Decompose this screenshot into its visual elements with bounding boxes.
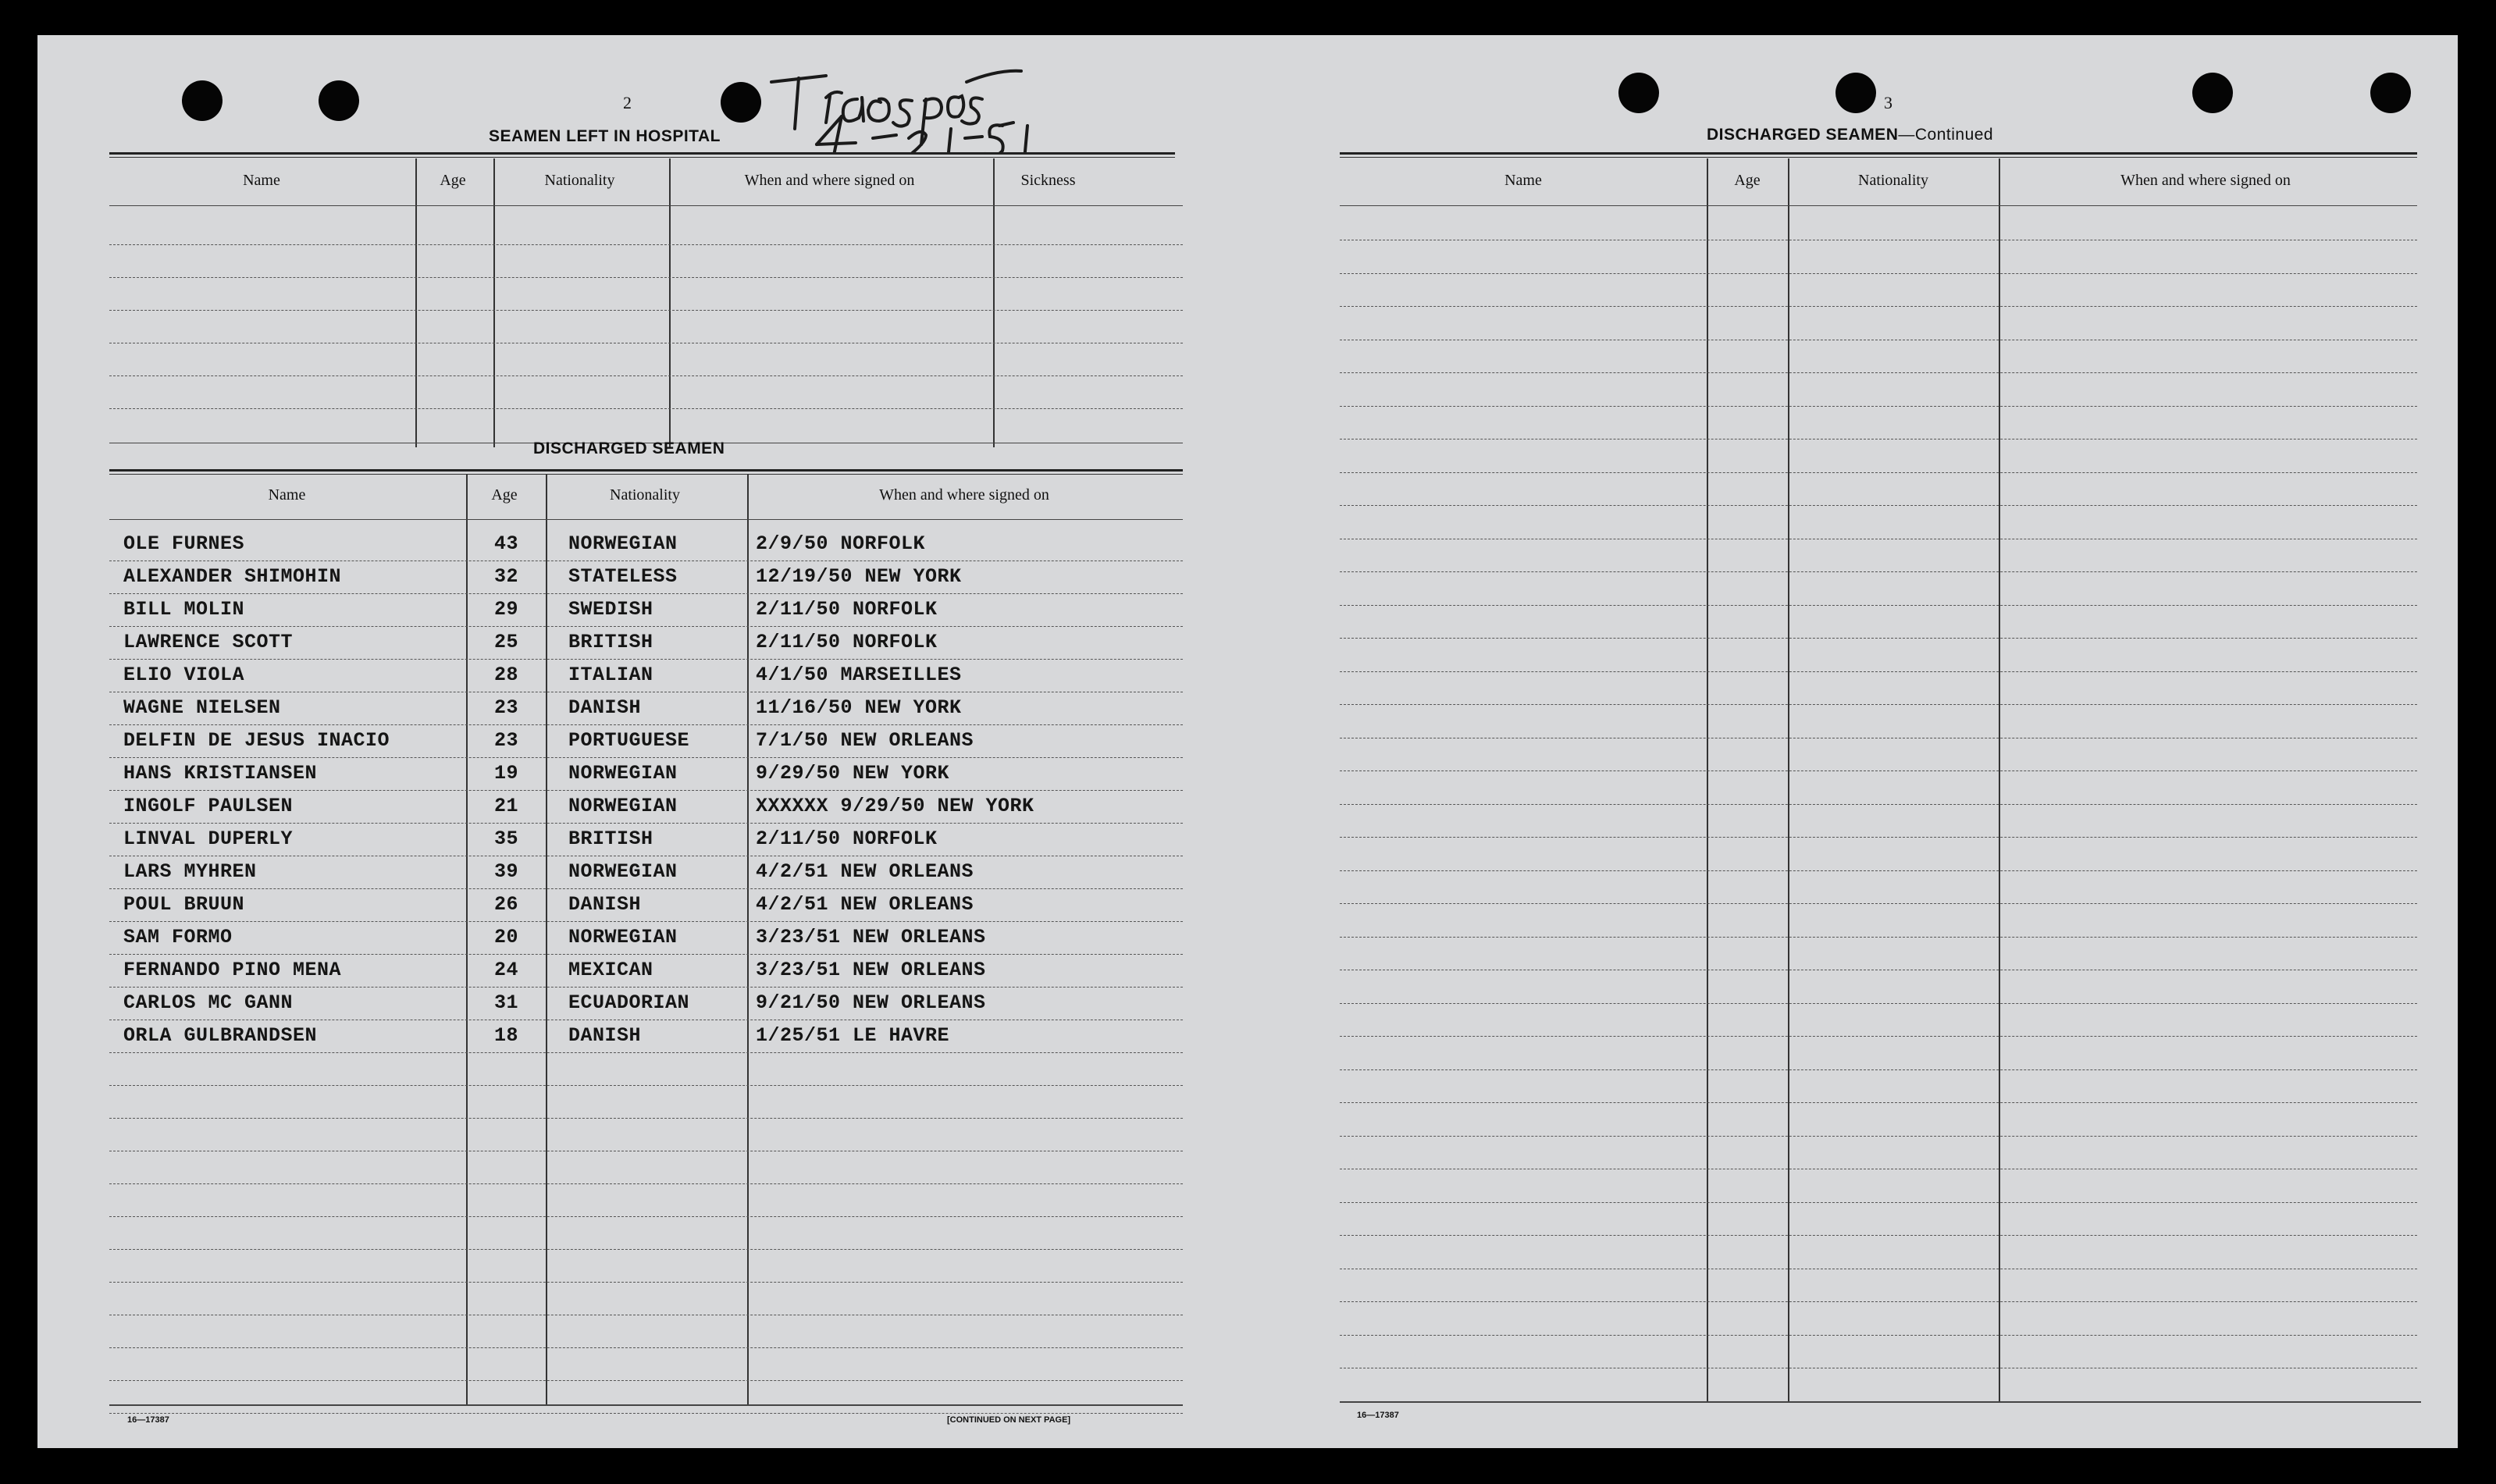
table-row bbox=[1340, 1003, 2417, 1004]
seaman-name: SAM FORMO bbox=[123, 926, 233, 948]
table-row bbox=[1340, 1136, 2417, 1137]
seaman-nationality: NORWEGIAN bbox=[568, 860, 678, 883]
form-number: 16—17387 bbox=[1357, 1411, 1399, 1420]
table-row bbox=[109, 724, 1183, 725]
seaman-nationality: MEXICAN bbox=[568, 959, 653, 981]
seaman-nationality: SWEDISH bbox=[568, 598, 653, 621]
seaman-age: 19 bbox=[494, 762, 519, 785]
table-row bbox=[1340, 472, 2417, 473]
table-row bbox=[109, 1118, 1183, 1119]
table-row bbox=[1340, 1069, 2417, 1070]
column-divider bbox=[669, 158, 671, 447]
seaman-age: 21 bbox=[494, 795, 519, 817]
table-row bbox=[1340, 1102, 2417, 1103]
table-row bbox=[1340, 770, 2417, 771]
seaman-signed-on: 4/2/51 NEW ORLEANS bbox=[756, 860, 974, 883]
seaman-age: 39 bbox=[494, 860, 519, 883]
table-row bbox=[1340, 903, 2417, 904]
seaman-age: 23 bbox=[494, 729, 519, 752]
table-row bbox=[1340, 273, 2417, 274]
table-row bbox=[109, 921, 1183, 922]
col-header-nationality: Nationality bbox=[544, 172, 615, 189]
punch-hole bbox=[2370, 73, 2411, 113]
document-spread bbox=[37, 35, 2458, 1448]
seaman-signed-on: 4/2/51 NEW ORLEANS bbox=[756, 893, 974, 916]
seaman-name: CARLOS MC GANN bbox=[123, 991, 294, 1014]
punch-hole bbox=[2192, 73, 2233, 113]
table-row bbox=[109, 757, 1183, 758]
table-row bbox=[1340, 804, 2417, 805]
seaman-nationality: BRITISH bbox=[568, 631, 653, 653]
table-bottom-rule bbox=[1340, 1401, 2421, 1403]
col-header-nationality: Nationality bbox=[610, 486, 680, 504]
table-row bbox=[1340, 704, 2417, 705]
seaman-nationality: NORWEGIAN bbox=[568, 532, 678, 555]
column-divider bbox=[1788, 158, 1789, 1401]
table-row bbox=[1340, 406, 2417, 407]
table-row bbox=[109, 310, 1183, 311]
column-divider bbox=[466, 474, 468, 1404]
table-row bbox=[109, 1183, 1183, 1184]
col-header-age: Age bbox=[440, 172, 466, 189]
seaman-signed-on: 3/23/51 NEW ORLEANS bbox=[756, 959, 986, 981]
header-rule bbox=[109, 205, 1183, 206]
seaman-name: INGOLF PAULSEN bbox=[123, 795, 294, 817]
punch-hole bbox=[1836, 73, 1876, 113]
table-row bbox=[1340, 605, 2417, 606]
table-row bbox=[1340, 870, 2417, 871]
table-row bbox=[109, 1380, 1183, 1381]
punch-hole bbox=[319, 80, 359, 121]
seaman-signed-on: 11/16/50 NEW YORK bbox=[756, 696, 962, 719]
col-header-when-where: When and where signed on bbox=[879, 486, 1049, 504]
seaman-age: 18 bbox=[494, 1024, 519, 1047]
column-divider bbox=[1707, 158, 1708, 1401]
seaman-nationality: NORWEGIAN bbox=[568, 795, 678, 817]
seaman-age: 26 bbox=[494, 893, 519, 916]
table-row bbox=[109, 593, 1183, 594]
seaman-nationality: DANISH bbox=[568, 1024, 642, 1047]
header-rule bbox=[1340, 205, 2417, 206]
seaman-age: 32 bbox=[494, 565, 519, 588]
form-number: 16—17387 bbox=[127, 1415, 169, 1425]
seaman-name: LAWRENCE SCOTT bbox=[123, 631, 294, 653]
table-row bbox=[1340, 1202, 2417, 1203]
col-header-when-where: When and where signed on bbox=[2120, 172, 2291, 189]
table-row bbox=[109, 1216, 1183, 1217]
table-row bbox=[1340, 1301, 2417, 1302]
seaman-signed-on: 7/1/50 NEW ORLEANS bbox=[756, 729, 974, 752]
table-bottom-rule bbox=[109, 1404, 1183, 1406]
page-number: 2 bbox=[623, 93, 632, 112]
seaman-name: OLE FURNES bbox=[123, 532, 245, 555]
table-row bbox=[109, 954, 1183, 955]
table-row bbox=[1340, 1335, 2417, 1336]
table-row bbox=[109, 1282, 1183, 1283]
seaman-name: LINVAL DUPERLY bbox=[123, 827, 294, 850]
col-header-sickness: Sickness bbox=[1020, 172, 1076, 189]
handwritten-annotation bbox=[725, 51, 1052, 152]
seaman-nationality: BRITISH bbox=[568, 827, 653, 850]
table-row bbox=[1340, 571, 2417, 572]
column-divider bbox=[1999, 158, 2000, 1401]
table-row bbox=[1340, 439, 2417, 440]
table-row bbox=[109, 1347, 1183, 1348]
col-header-age: Age bbox=[1734, 172, 1761, 189]
seaman-age: 35 bbox=[494, 827, 519, 850]
seaman-age: 25 bbox=[494, 631, 519, 653]
col-header-age: Age bbox=[491, 486, 518, 504]
table-row bbox=[109, 888, 1183, 889]
seaman-age: 43 bbox=[494, 532, 519, 555]
seaman-age: 20 bbox=[494, 926, 519, 948]
table-row bbox=[1340, 1036, 2417, 1037]
left-page bbox=[37, 35, 1244, 1448]
table-row bbox=[1340, 372, 2417, 373]
table-row bbox=[1340, 837, 2417, 838]
seaman-nationality: DANISH bbox=[568, 696, 642, 719]
seaman-signed-on: 2/9/50 NORFOLK bbox=[756, 532, 926, 555]
column-divider bbox=[993, 158, 995, 447]
discharged-section-title: DISCHARGED SEAMEN bbox=[533, 440, 725, 457]
seaman-signed-on: 2/11/50 NORFOLK bbox=[756, 631, 938, 653]
table-row bbox=[109, 659, 1183, 660]
table-row bbox=[109, 987, 1183, 988]
table-row bbox=[109, 790, 1183, 791]
column-divider bbox=[546, 474, 547, 1404]
table-row bbox=[1340, 638, 2417, 639]
seaman-age: 23 bbox=[494, 696, 519, 719]
seaman-name: DELFIN DE JESUS INACIO bbox=[123, 729, 390, 752]
seaman-signed-on: 3/23/51 NEW ORLEANS bbox=[756, 926, 986, 948]
col-header-when-where: When and where signed on bbox=[744, 172, 915, 189]
table-row bbox=[109, 823, 1183, 824]
seaman-signed-on: 1/25/51 LE HAVRE bbox=[756, 1024, 950, 1047]
table-row bbox=[1340, 671, 2417, 672]
seaman-name: BILL MOLIN bbox=[123, 598, 245, 621]
seaman-signed-on: 2/11/50 NORFOLK bbox=[756, 598, 938, 621]
table-row bbox=[109, 277, 1183, 278]
seaman-nationality: NORWEGIAN bbox=[568, 926, 678, 948]
table-row bbox=[109, 1085, 1183, 1086]
table-row bbox=[1340, 505, 2417, 506]
seaman-nationality: STATELESS bbox=[568, 565, 678, 588]
col-header-name: Name bbox=[1504, 172, 1542, 189]
col-header-nationality: Nationality bbox=[1858, 172, 1928, 189]
discharged-continued-title bbox=[1707, 126, 1993, 144]
table-row bbox=[109, 244, 1183, 245]
table-row bbox=[1340, 1235, 2417, 1236]
seaman-nationality: NORWEGIAN bbox=[568, 762, 678, 785]
page-number: 3 bbox=[1884, 93, 1892, 112]
seaman-name: ORLA GULBRANDSEN bbox=[123, 1024, 318, 1047]
column-divider bbox=[747, 474, 749, 1404]
seaman-signed-on: XXXXXX 9/29/50 NEW YORK bbox=[756, 795, 1034, 817]
seaman-name: POUL BRUUN bbox=[123, 893, 245, 916]
seaman-name: FERNANDO PINO MENA bbox=[123, 959, 342, 981]
seaman-age: 29 bbox=[494, 598, 519, 621]
right-page bbox=[1244, 35, 2458, 1448]
seaman-age: 24 bbox=[494, 959, 519, 981]
seaman-name: ELIO VIOLA bbox=[123, 664, 245, 686]
table-row bbox=[109, 1413, 1183, 1414]
col-header-name: Name bbox=[268, 486, 306, 504]
table-row bbox=[109, 408, 1183, 409]
table-row bbox=[1340, 937, 2417, 938]
seaman-signed-on: 12/19/50 NEW YORK bbox=[756, 565, 962, 588]
seaman-signed-on: 4/1/50 MARSEILLES bbox=[756, 664, 962, 686]
seaman-age: 31 bbox=[494, 991, 519, 1014]
table-row bbox=[109, 1249, 1183, 1250]
hospital-section-title: SEAMEN LEFT IN HOSPITAL bbox=[489, 127, 721, 145]
title-main: DISCHARGED SEAMEN bbox=[1707, 126, 1899, 144]
column-divider bbox=[493, 158, 495, 447]
continued-note: [CONTINUED ON NEXT PAGE] bbox=[947, 1415, 1071, 1425]
seaman-signed-on: 9/29/50 NEW YORK bbox=[756, 762, 950, 785]
seaman-signed-on: 9/21/50 NEW ORLEANS bbox=[756, 991, 986, 1014]
punch-hole bbox=[182, 80, 223, 121]
seaman-nationality: ITALIAN bbox=[568, 664, 653, 686]
double-rule bbox=[1340, 152, 2417, 158]
header-rule bbox=[109, 519, 1183, 520]
seaman-age: 28 bbox=[494, 664, 519, 686]
seaman-signed-on: 2/11/50 NORFOLK bbox=[756, 827, 938, 850]
double-rule bbox=[109, 152, 1175, 158]
seaman-name: WAGNE NIELSEN bbox=[123, 696, 281, 719]
seaman-nationality: PORTUGUESE bbox=[568, 729, 690, 752]
seaman-nationality: ECUADORIAN bbox=[568, 991, 690, 1014]
punch-hole bbox=[1618, 73, 1659, 113]
seaman-nationality: DANISH bbox=[568, 893, 642, 916]
table-row bbox=[109, 1052, 1183, 1053]
seaman-name: HANS KRISTIANSEN bbox=[123, 762, 318, 785]
table-row bbox=[109, 375, 1183, 376]
table-row bbox=[109, 626, 1183, 627]
seaman-name: LARS MYHREN bbox=[123, 860, 257, 883]
double-rule bbox=[109, 469, 1183, 475]
table-row bbox=[1340, 306, 2417, 307]
seaman-name: ALEXANDER SHIMOHIN bbox=[123, 565, 342, 588]
col-header-name: Name bbox=[243, 172, 280, 189]
title-continued: —Continued bbox=[1898, 126, 1994, 144]
column-divider bbox=[415, 158, 417, 447]
